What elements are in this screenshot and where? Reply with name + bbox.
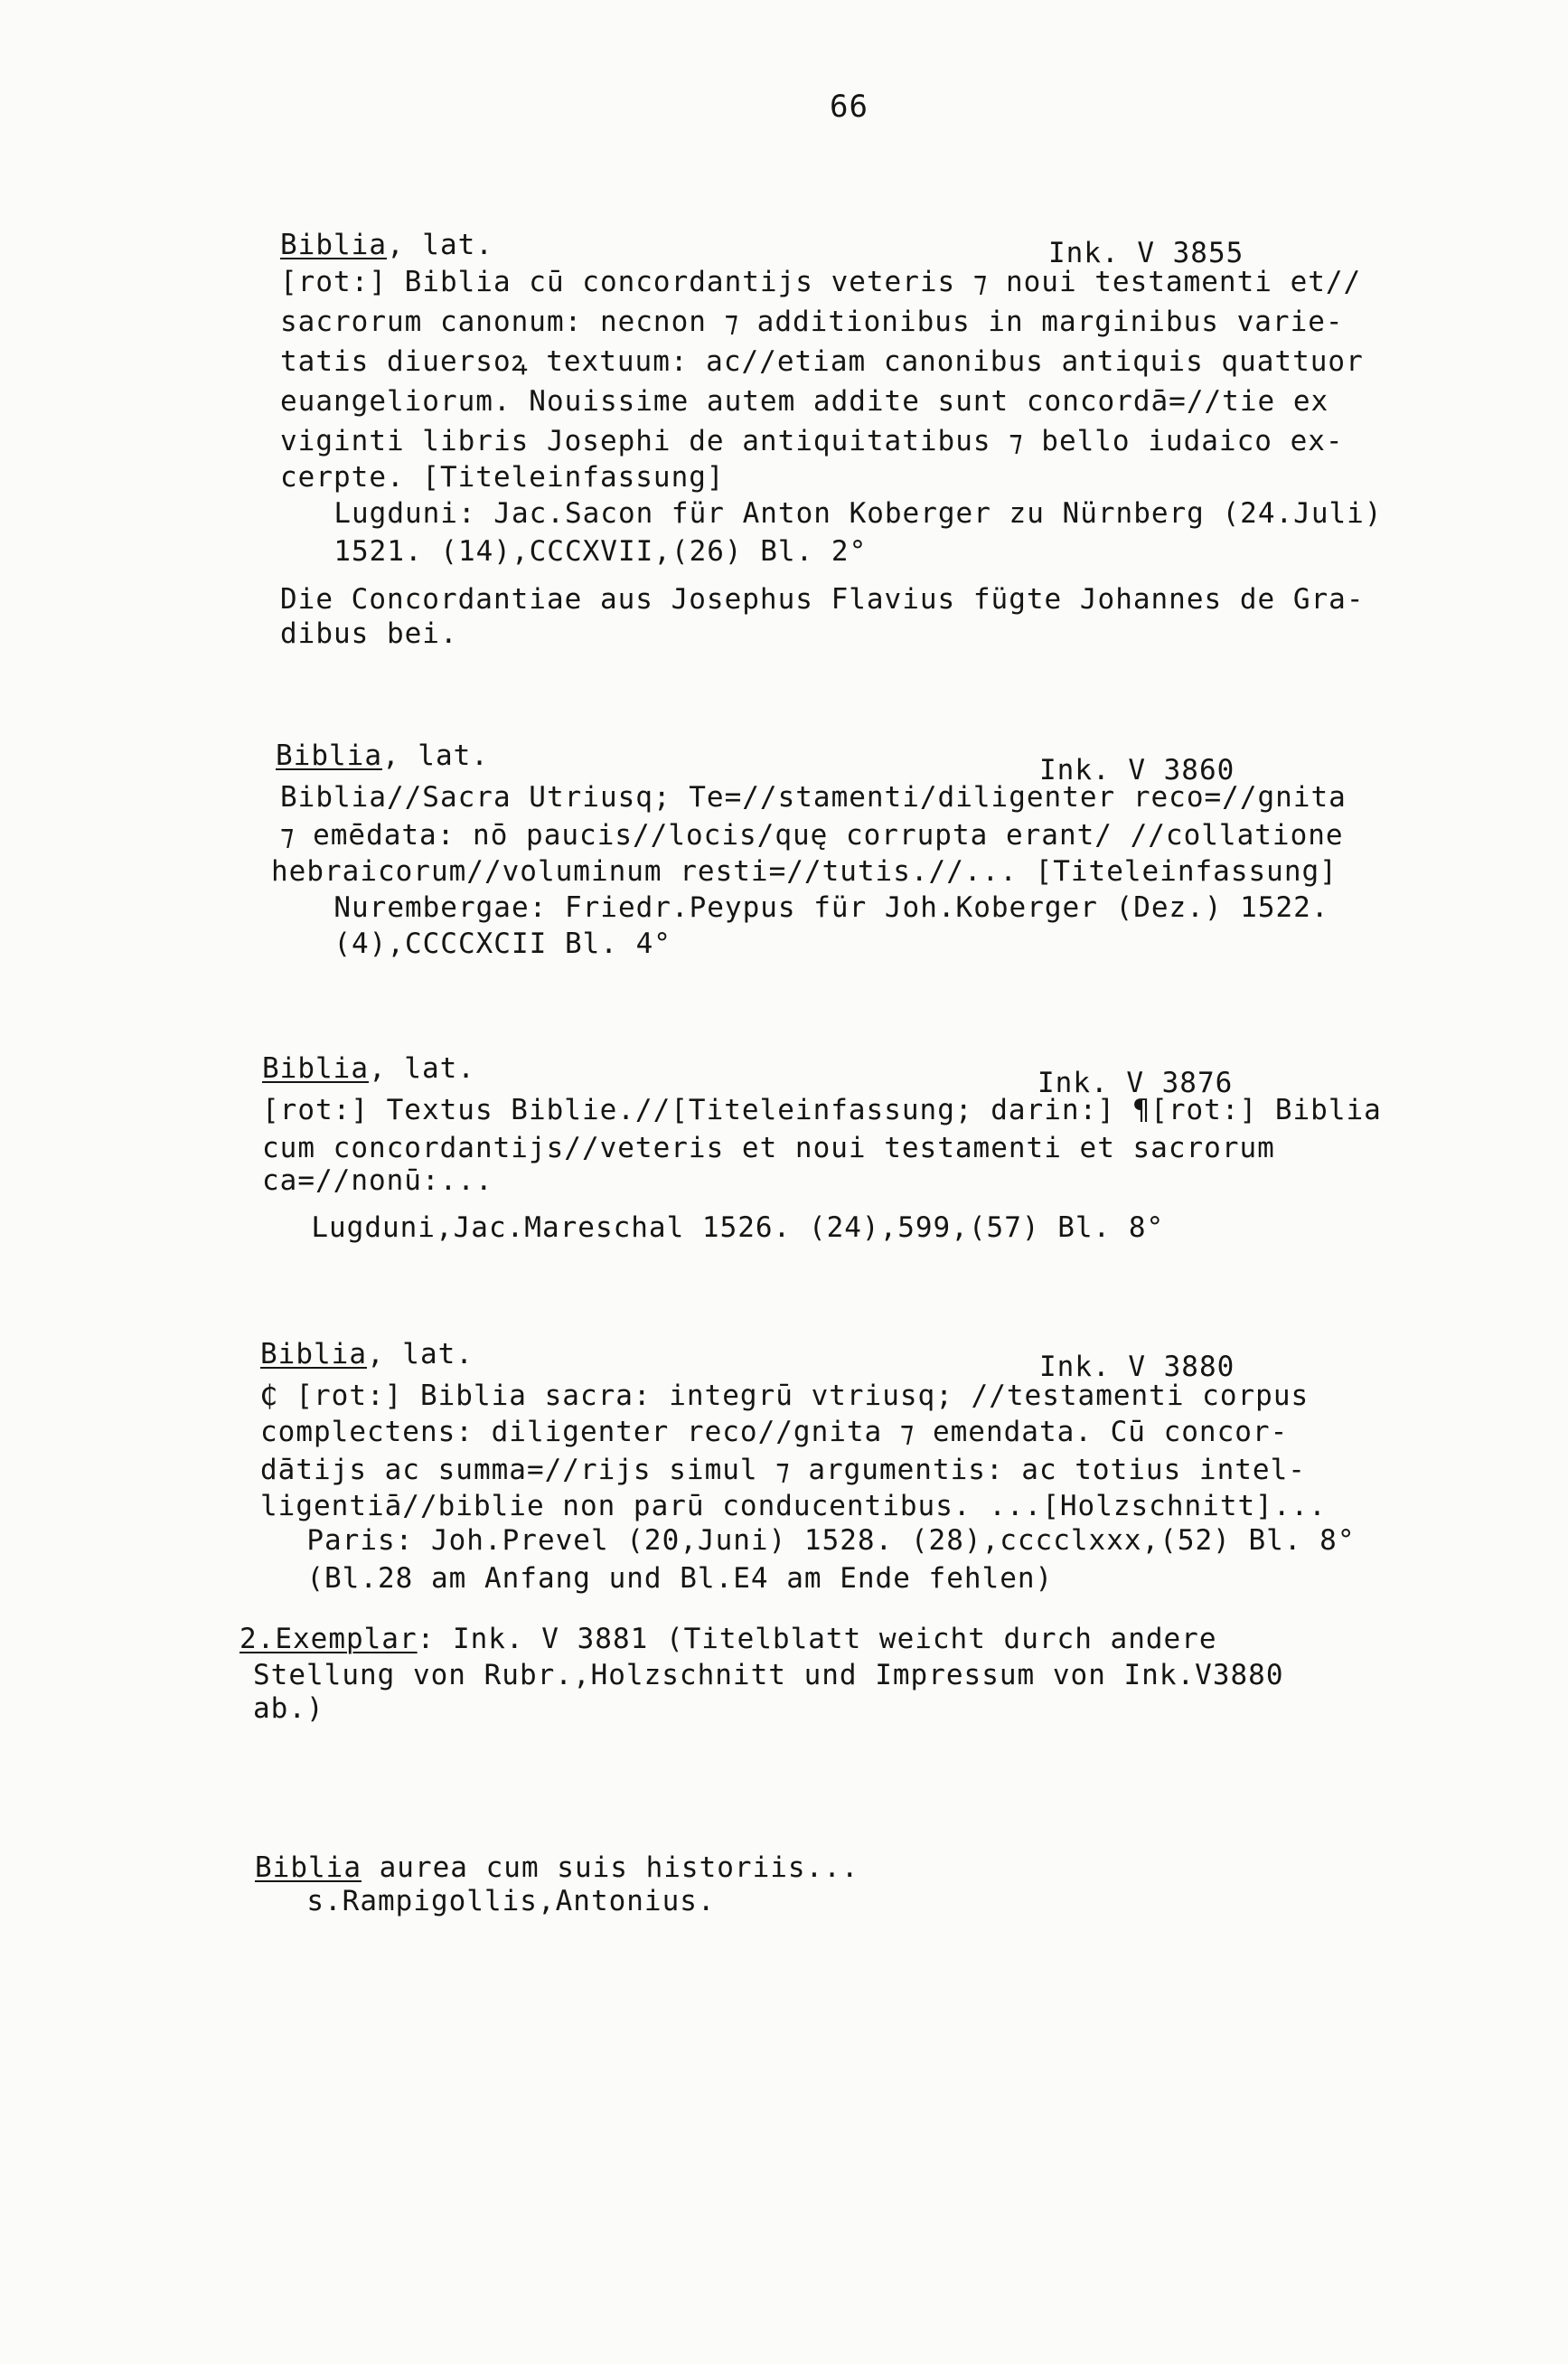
note-line: Die Concordantiae aus Josephus Flavius fügte Johannes de Gra- <box>280 583 1365 616</box>
entry-line: ₵ [rot:] Biblia sacra: integrū vtriusq; //testamenti corpus <box>260 1380 1310 1412</box>
entry-line: euangeliorum. Nouissime autem addite sunt concordā=//tie ex <box>280 385 1329 418</box>
imprint-line: (4),CCCCXCII Bl. 4° <box>298 928 671 960</box>
shelfmark: Ink. V 3860 <box>1039 754 1235 786</box>
imprint-line: Lugduni: Jac.Sacon für Anton Koberger zu Nürnberg (24.Juli) <box>298 497 1383 530</box>
imprint-line: Paris: Joh.Prevel (20,Juni) 1528. (28),cccclxxx,(52) Bl. 8° <box>271 1524 1356 1557</box>
reference-line: s.Rampigollis,Antonius. <box>271 1885 716 1917</box>
entry-line: dātijs ac summa=//rijs simul ⁊ argumentis: ac totius intel- <box>260 1454 1306 1486</box>
shelfmark: Ink. V 3876 <box>1038 1067 1234 1099</box>
imprint-line: (Bl.28 am Anfang und Bl.E4 am Ende fehlen) <box>271 1562 1054 1595</box>
entry-line: viginti libris Josephi de antiquitatibus ⁊ bello iudaico ex- <box>280 425 1344 457</box>
entry-line: ca=//nonū:... <box>262 1164 493 1197</box>
entry-line: cerpte. [Titeleinfassung] <box>280 461 725 494</box>
shelfmark: Ink. V 3855 <box>1048 237 1244 269</box>
page-number: 66 <box>830 89 869 125</box>
exemplar-line: Stellung von Rubr.,Holzschnitt und Impressum von Ink.V3880 <box>253 1659 1284 1691</box>
entry-line: ligentiā//biblie non parū conducentibus. ...[Holzschnitt]... <box>260 1490 1327 1522</box>
entry-line: ⁊ emēdata: nō paucis//locis/quę corrupta erant/ //collatione <box>280 819 1344 852</box>
reference-line: Biblia aurea cum suis historiis... <box>255 1851 859 1884</box>
imprint-line: 1521. (14),CCCXVII,(26) Bl. 2° <box>298 535 868 568</box>
exemplar-line: ab.) <box>253 1692 324 1725</box>
exemplar-line: 2.Exemplar: Ink. V 3881 (Titelblatt weicht durch andere <box>239 1623 1217 1655</box>
entry-line: hebraicorum//voluminum resti=//tutis.//... [Titeleinfassung] <box>271 855 1338 888</box>
entry-line: Biblia//Sacra Utriusq; Te=//stamenti/diligenter reco=//gnita <box>280 781 1347 814</box>
imprint-line: Nurembergae: Friedr.Peypus für Joh.Koberger (Dez.) 1522. <box>298 891 1329 924</box>
note-line: dibus bei. <box>280 617 458 650</box>
entry-line: tatis diuersoꝝ textuum: ac//etiam canonibus antiquis quattuor <box>280 345 1364 378</box>
entry-heading: Biblia, lat. <box>260 1338 474 1370</box>
entry-heading: Biblia, lat. <box>280 229 493 261</box>
entry-heading: Biblia, lat. <box>262 1052 475 1085</box>
entry-line: complectens: diligenter reco//gnita ⁊ emendata. Cū concor- <box>260 1416 1289 1448</box>
entry-line: [rot:] Biblia cū concordantijs veteris ⁊ noui testamenti et// <box>280 266 1362 298</box>
shelfmark: Ink. V 3880 <box>1039 1351 1235 1383</box>
entry-line: [rot:] Textus Biblie.//[Titeleinfassung; darin:] ¶[rot:] Biblia <box>262 1094 1382 1126</box>
entry-heading: Biblia, lat. <box>276 739 489 772</box>
entry-line: sacrorum canonum: necnon ⁊ additionibus in marginibus varie- <box>280 306 1344 338</box>
imprint-line: Lugduni,Jac.Mareschal 1526. (24),599,(57) Bl. 8° <box>276 1211 1165 1244</box>
entry-line: cum concordantijs//veteris et noui testamenti et sacrorum <box>262 1132 1275 1164</box>
